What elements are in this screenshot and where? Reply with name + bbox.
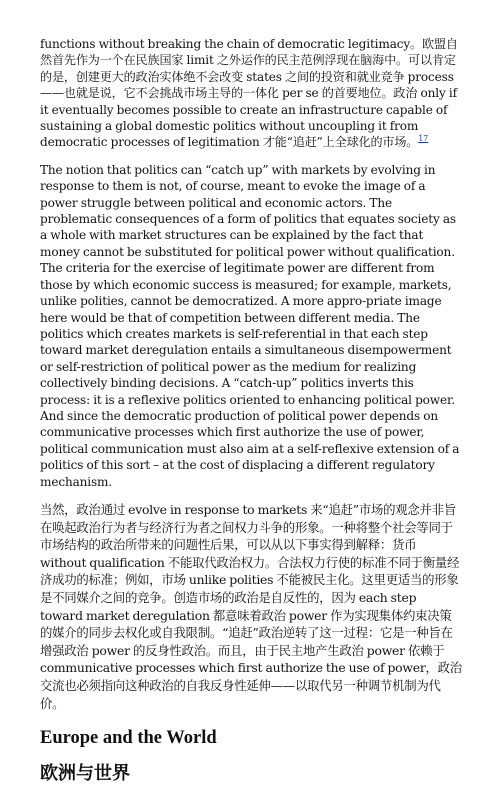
paragraph-text: functions without breaking the chain of democratic legitimacy。欧盟自然首先作为一个在民族国家 limit 之外运作的民主范例浮现在脑海中。可以肯定的是，创建更大的政治实体绝不会改变 states 之间的投资和就业竞争 process——也就是说，它不会挑战市场主导的一体化 per se 的首要地位。政治 only if it eventually becomes possible to create an infrastructure capable of sustaining a global domestic politics without uncoupling it from democratic processes of legitimation 才能“追赶”上全球化的市场。 [40, 37, 458, 150]
paragraph-chinese-translation: 当然，政治通过 evolve in response to markets 来“追赶”市场的观念并非旨在唤起政治行为者与经济行为者之间权力斗争的形象。一种将整个社会等同于市场结构的政治所带来的问题性后果，可以从以下事实得到解释：货币 without qualification 不能取代政治权力。合法权力行使的标准不同于衡量经济成功的标准；例如，市场 unlike polities 不能被民主化。这里更适当的形象是不同媒介之间的竞争。创造市场的政治是自反性的，因为 each step toward market deregulation 都意味着政治 power 作为实现集体约束决策的媒介的同步去权化或自我限制。“追赶”政治逆转了这一过程：它是一种旨在增强政治 power 的反身性政治。而且，由于民主地产生政治 power 依赖于 communicative processes which first authorize the use of power，政治交流也必须指向这种政治的自我反身性延伸——以取代另一种调节机制为代价。 [40, 501, 462, 711]
document-page [40, 36, 462, 786]
footnote-link-17[interactable]: 17 [418, 134, 429, 144]
section-heading-chinese: 欧洲与世界 [40, 763, 130, 785]
paragraph-mixed-1 [40, 36, 462, 151]
paragraph-english: The notion that politics can “catch up” with markets by evolving in response to them is not, of course, meant to evoke the image of a power struggle between political and economic actors. The problematic consequences of a form of politics that equates society as a whole with market structures can be explained by the fact that money cannot be substituted for political power without qualification. The criteria for the exercise of legitimate power are different from those by which economic success is measured; for example, markets, unlike polities, cannot be democratized. A more appro-priate image here would be that of competition between different media. The politics which creates markets is self-referential in that each step toward market deregulation entails a simultaneous disempowerment or self-restriction of political power as the medium for realizing collectively binding decisions. A “catch-up” politics inverts this process: it is a reflexive politics oriented to enhancing political power. And since the democratic production of political power depends on communicative processes which first authorize the use of power, political communication must also aim at a self-reflexive extension of a politics of this sort – at the cost of displacing a different regulatory mechanism. [40, 162, 460, 489]
section-heading-english: Europe and the World [40, 728, 217, 749]
